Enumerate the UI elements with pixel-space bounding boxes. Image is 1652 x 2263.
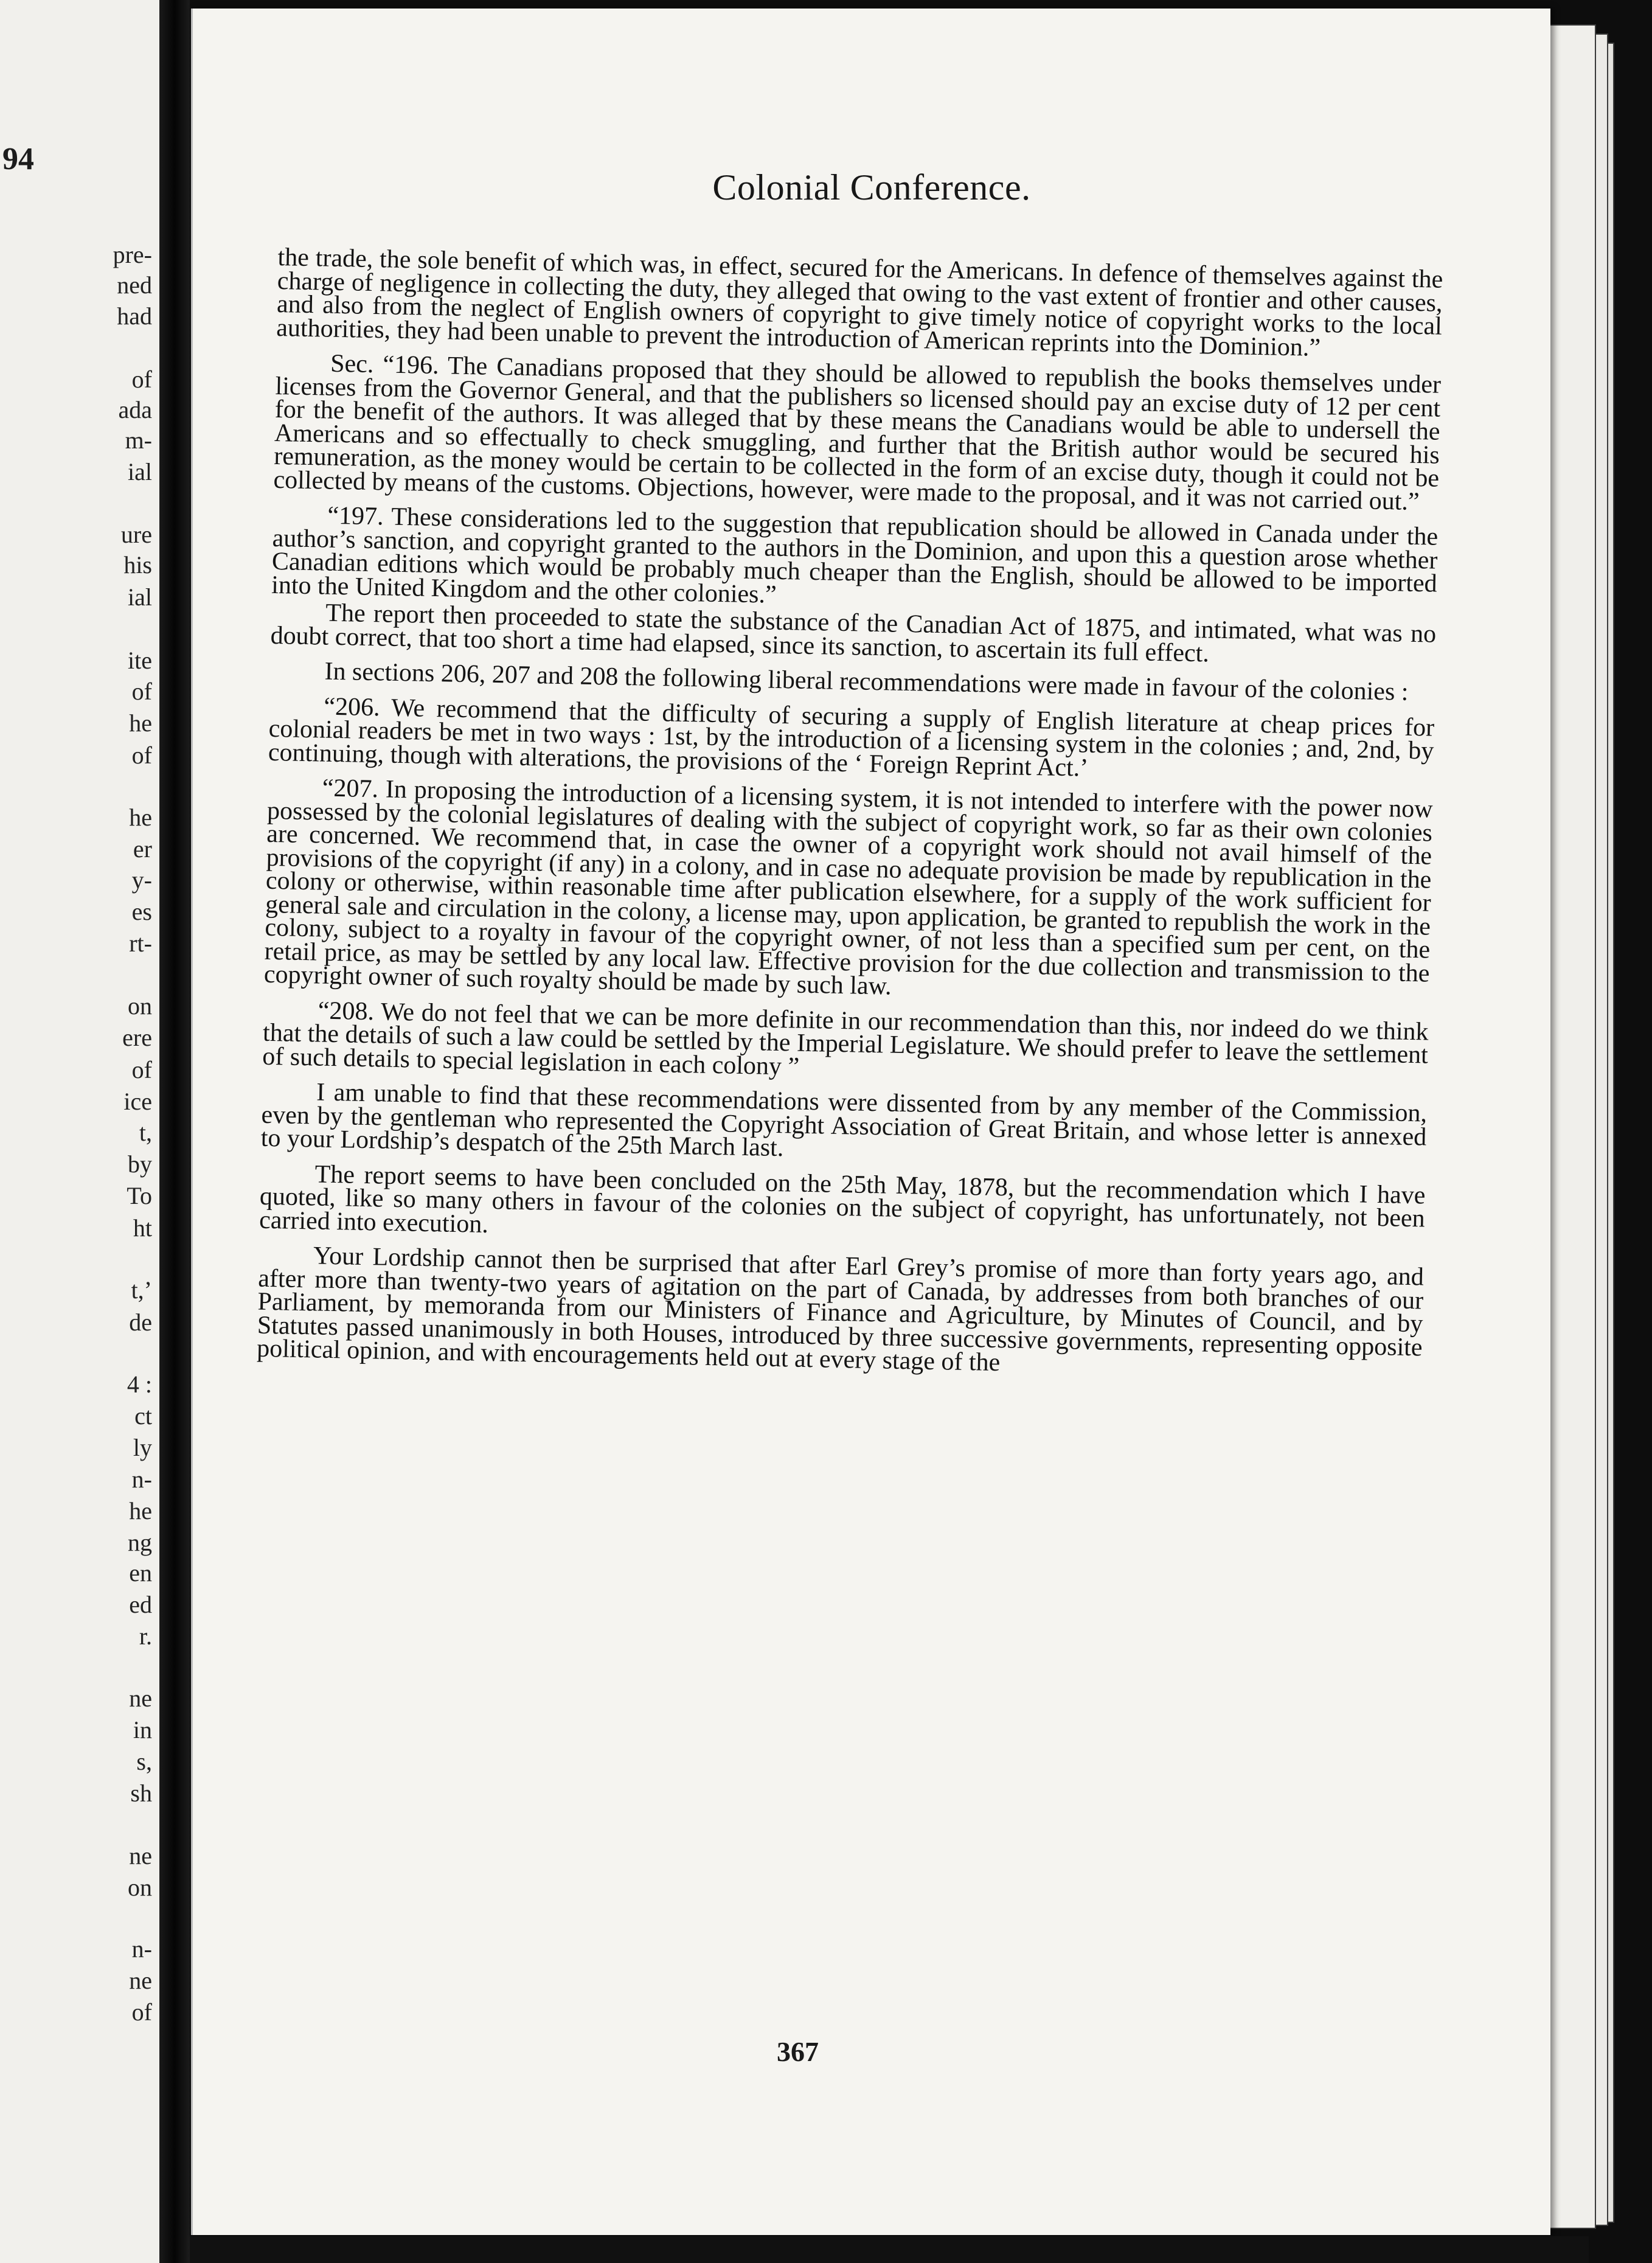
- left-page-fragment: ng: [128, 1529, 152, 1556]
- left-page-fragment: pre-: [113, 241, 152, 268]
- left-page-fragment: ne: [129, 1967, 152, 1994]
- paragraph: “206. We recommend that the difficulty of securing a supply of English literature at cheap prices for colonial readers be met in two ways : 1st, by the introduction of a licensing system in the colonies ; and, 2nd, by continuing, though with alterations, the provisions of the ‘ Foreign Reprint Act.’: [268, 692, 1435, 782]
- left-page-fragment: ly: [133, 1434, 152, 1461]
- left-page-fragment: n-: [131, 1465, 152, 1493]
- left-facing-page: [0, 0, 159, 2263]
- paragraph: In sections 206, 207 and 208 the following liberal recommendations were made in favour of the colonies :: [324, 657, 1409, 706]
- left-page-fragment: en: [129, 1559, 152, 1587]
- left-page-fragment: of: [131, 742, 152, 769]
- paragraph: “197. These considerations led to the suggestion that republication should be allowed in Canada under the author’s sanction, and copyright granted to the authors in the Dominion, and upon this a question arose whether Canadian editions which would be probably much cheaper than the English, should be allowed to be imported into the United Kingdom and the other colonies.”: [271, 501, 1439, 609]
- left-page-fragment: es: [131, 898, 152, 925]
- left-page-fragment: To: [127, 1182, 152, 1209]
- paragraph: Sec. “196. The Canadians proposed that they should be allowed to republish the books themselves under licenses from the Governor General, and that the publishers so licensed should pay an excise duty of 12 per cent for the benefit of the authors. It was alleged that by these means the Canadians would be able to undersell the Americans and so effectually to check smuggling, and further that the British author would be secured his remuneration, as the money would be certain to be collected in the form of an excise duty, though it could not be collected by means of the customs. Objections, however, were made to the proposal, and it was not carried out.”: [273, 349, 1442, 516]
- left-page-fragment: ure: [120, 521, 152, 548]
- left-page-fragment: y-: [131, 866, 152, 894]
- left-page-fragment: s,: [136, 1748, 152, 1775]
- left-page-fragment: n-: [131, 1935, 152, 1962]
- left-page-fragment: rt-: [129, 930, 152, 957]
- left-page-number: 94: [2, 142, 34, 176]
- left-page-fragment: m-: [125, 426, 152, 454]
- left-page-fragment: on: [128, 1874, 152, 1901]
- left-page-fragment: ht: [133, 1214, 152, 1242]
- main-page: [191, 9, 1550, 2235]
- page-folio: 367: [777, 2036, 819, 2067]
- left-page-fragment: of: [131, 1056, 152, 1083]
- left-page-fragment: ed: [129, 1591, 152, 1618]
- left-page-fragment: on: [128, 992, 152, 1020]
- paragraph: “208. We do not feel that we can be more definite in our recommendation than this, nor indeed do we think that the details of such a law could be settled by the Imperial Legislature. We should prefer to leave the settlement of such details to special legislation in each colony ”: [262, 996, 1429, 1081]
- page-edge: [1545, 24, 1596, 2229]
- left-page-fragment: ial: [128, 458, 152, 485]
- paragraph: The report then proceeded to state the substance of the Canadian Act of 1875, and intimated, what was no doubt correct, that too short a time had elapsed, since its sanction, to ascertain its full effect.: [270, 599, 1437, 668]
- left-page-fragment: his: [123, 551, 152, 579]
- left-page-fragment: ne: [129, 1842, 152, 1869]
- left-page-fragment: of: [131, 366, 152, 393]
- left-page-fragment: ite: [128, 647, 152, 674]
- scan-border: [190, 2236, 1589, 2263]
- left-page-fragment: er: [133, 835, 152, 863]
- paragraph: The report seems to have been concluded on the 25th May, 1878, but the recommendation which I have quoted, like so many others in favour of the colonies on the subject of copyright, has unfortunately, not been carried into execution.: [259, 1159, 1426, 1239]
- left-page-fragment: in: [133, 1716, 152, 1743]
- left-page-fragment: he: [129, 804, 152, 831]
- left-page-fragment: ere: [122, 1024, 152, 1051]
- left-page-fragment: t,: [139, 1119, 152, 1146]
- left-page-fragment: 4 :: [127, 1371, 152, 1398]
- paragraph: Your Lordship cannot then be surprised that after Earl Grey’s promise of more than forty years ago, and after more than twenty-two years of agitation on the part of Canada, by addresses from both branches of our Parliament, by memoranda from our Ministers of Finance and Agriculture, by Minutes of Council, and by Statutes passed unanimously in both Houses, introduced by three successive governments, representing opposite political opinion, and with encouragements held out at every stage of the: [256, 1242, 1425, 1377]
- left-page-fragment: by: [128, 1150, 152, 1178]
- paragraph: I am unable to find that these recommendations were dissented from by any member of the Commission, even by the gentleman who represented the Copyright Association of Great Britain, and whose letter is annexed to your Lordship’s despatch of the 25th March last.: [260, 1078, 1428, 1163]
- left-page-fragment: he: [129, 1497, 152, 1524]
- left-page-fragment: of: [131, 678, 152, 705]
- page-body: [256, 243, 1443, 1386]
- left-page-fragment: of: [131, 1998, 152, 2026]
- left-page-fragment: ne: [129, 1684, 152, 1712]
- left-page-fragment: ned: [117, 271, 152, 299]
- paragraph: the trade, the sole benefit of which was, in effect, secured for the Americans. In defence of themselves against the charge of negligence in collecting the duty, they alleged that owing to the vast extent of frontier and other causes, and also from the neglect of English owners of copyright to give timely notice of copyright works to the local authorities, they had been unable to prevent the introduction of American reprints into the Dominion.”: [276, 243, 1443, 362]
- left-page-fragment: ada: [118, 396, 152, 423]
- left-page-fragment: sh: [130, 1779, 152, 1807]
- paragraph: “207. In proposing the introduction of a licensing system, it is not intended to interfere with the power now possessed by the colonial legislatures of dealing with the subject of copyright work, so far as their own colonies are concerned. We recommend that, in case the owner of a copyright work should not avail himself of the provisions of the copyright (if any) in a colony, and in case no adequate provision be made by republication in the colony or otherwise, within reasonable time after publication elsewhere, for a supply of the work sufficient for general sale and circulation in the colony, a license may, upon application, be granted to republish the work in the colony, subject to a royalty in favour of the copyright owner, of not less than a specified sum per cent, on the retail price, as may be settled by any local law. Effective provision for the due collection and transmission to the copyright owner of such royalty should be made by such law.: [263, 774, 1434, 1001]
- left-page-fragment: had: [117, 302, 152, 330]
- left-page-fragment: t,’: [131, 1276, 152, 1304]
- book-gutter: [159, 0, 190, 2263]
- left-page-fragment: ct: [134, 1402, 152, 1430]
- left-page-fragment: de: [129, 1309, 152, 1336]
- left-page-fragment: r.: [139, 1622, 152, 1650]
- left-page-fragment: ial: [128, 583, 152, 611]
- running-head: Colonial Conference.: [712, 167, 1031, 207]
- left-page-fragment: he: [129, 709, 152, 737]
- left-page-fragment: ice: [123, 1088, 152, 1115]
